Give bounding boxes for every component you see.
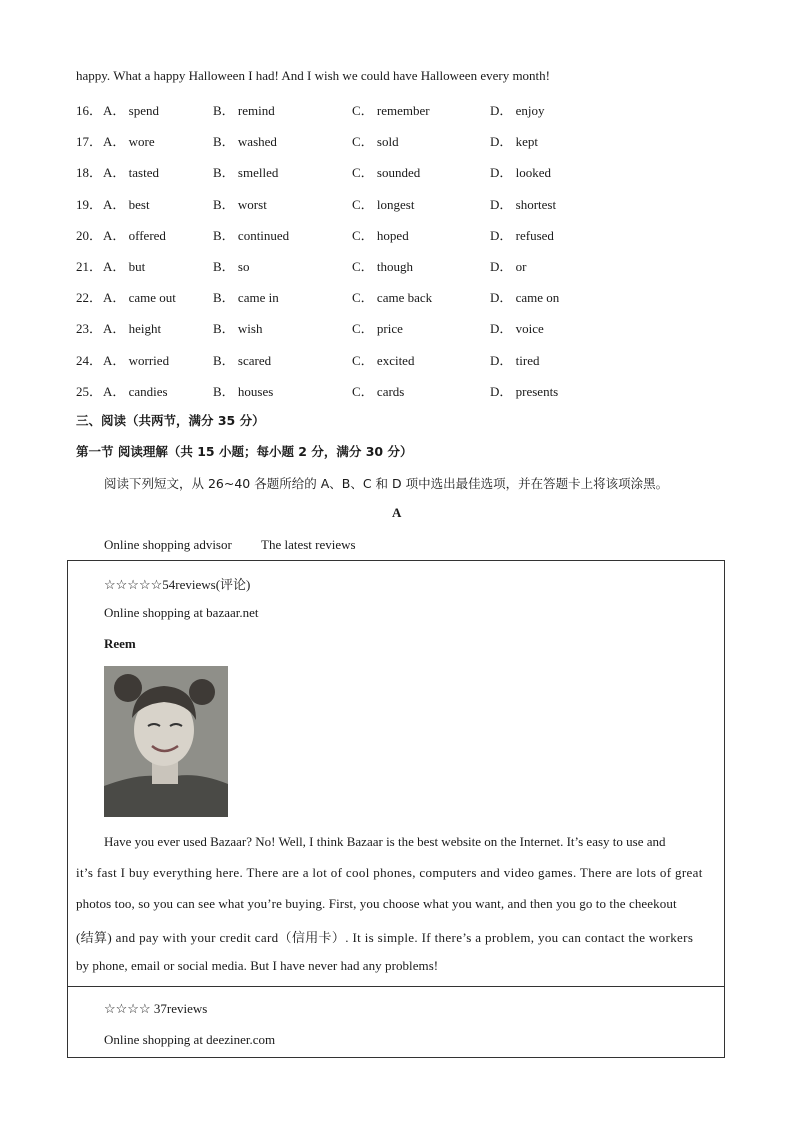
option-a: A． wore [103,134,155,150]
nav-right: The latest reviews [261,537,356,552]
review1-rating: ☆☆☆☆☆54reviews(评论) [104,577,251,592]
option-d: D． presents [490,383,559,399]
question-number: 23． [76,321,103,337]
intro-line: happy. What a happy Halloween I had! And I wish we could have Halloween every month! [76,68,550,83]
option-c: C． sounded [352,165,421,181]
option-c: C． sold [352,134,399,150]
instructions: 阅读下列短文，从 26~40 各题所给的 A、B、C 和 D 项中选出最佳选项，并在答题卡上将该项涂黑。 [104,476,669,491]
option-a: A． spend [103,103,159,118]
option-a: A． but [103,259,146,274]
option-a: A． tasted [103,165,159,181]
review1-site: Online shopping at bazaar.net [104,605,259,620]
reviewer-photo [104,666,228,817]
option-c: C． hoped [352,227,409,243]
option-c: C． came back [352,290,433,306]
question-row [76,287,726,307]
option-a: A． offered [103,227,166,243]
question-number: 18． [76,165,103,181]
option-b: B． so [213,259,250,274]
question-number: 17． [76,134,103,150]
question-row [76,256,726,276]
review1-line: it’s fast I buy everything here. There are a lot of cool phones, computers and video games. There are lots of great [76,865,703,880]
question-row [76,131,726,151]
question-row [76,162,726,182]
option-b: B． wish [213,321,263,337]
option-c: C． remember [352,103,430,118]
question-row [76,381,726,401]
review1-line: (结算) and pay with your credit card（信用卡）. It is simple. If there’s a problem, you can contact the workers [76,930,694,945]
option-d: D． enjoy [490,103,545,118]
option-a: A． candies [103,383,168,399]
question-number: 21． [76,259,103,274]
review1-line: by phone, email or social media. But I have never had any problems! [76,958,439,973]
review1-line: photos too, so you can see what you’re buying. First, you choose what you want, and then you go to the cheekout [76,896,677,911]
question-row [76,350,726,370]
option-b: B． smelled [213,165,279,181]
passage-letter: A [392,505,402,520]
option-c: C． longest [352,196,415,212]
option-b: B． came in [213,290,279,306]
review-divider [67,986,725,987]
option-b: B． worst [213,196,267,212]
review1-author: Reem [104,636,136,651]
option-d: D． came on [490,290,560,306]
question-number: 20． [76,227,103,243]
review2-rating: ☆☆☆☆ 37reviews [104,1001,208,1016]
option-b: B． washed [213,134,277,150]
option-b: B． scared [213,352,272,368]
nav-left: Online shopping advisor [104,537,232,552]
question-number: 16． [76,103,103,118]
question-number: 24． [76,352,103,368]
question-row [76,225,726,245]
option-a: A． came out [103,290,176,306]
option-d: D． voice [490,321,544,337]
option-c: C． excited [352,352,415,368]
question-row [76,194,726,214]
option-d: D． looked [490,165,552,181]
option-a: A． best [103,196,150,212]
option-a: A． worried [103,352,170,368]
option-c: C． cards [352,383,405,399]
review2-site: Online shopping at deeziner.com [104,1032,276,1047]
question-row [76,318,726,338]
option-d: D． tired [490,352,540,368]
question-number: 22． [76,290,103,306]
option-b: B． continued [213,227,290,243]
question-number: 25． [76,383,103,399]
question-row [76,100,726,120]
option-d: D． or [490,259,527,274]
option-c: C． price [352,321,403,337]
option-a: A． height [103,321,162,337]
option-d: D． kept [490,134,539,150]
section-heading: 三、阅读（共两节，满分 35 分） [76,413,265,428]
option-b: B． houses [213,383,274,399]
option-c: C． though [352,259,414,274]
question-number: 19． [76,196,103,212]
option-d: D． refused [490,227,554,243]
subsection-heading: 第一节 阅读理解（共 15 小题；每小题 2 分，满分 30 分） [76,444,413,459]
reviewer-portrait-image [104,666,228,817]
review1-line: Have you ever used Bazaar? No! Well, I think Bazaar is the best website on the Internet. It’s easy to use and [104,834,666,849]
option-b: B． remind [213,103,275,118]
option-d: D． shortest [490,196,557,212]
